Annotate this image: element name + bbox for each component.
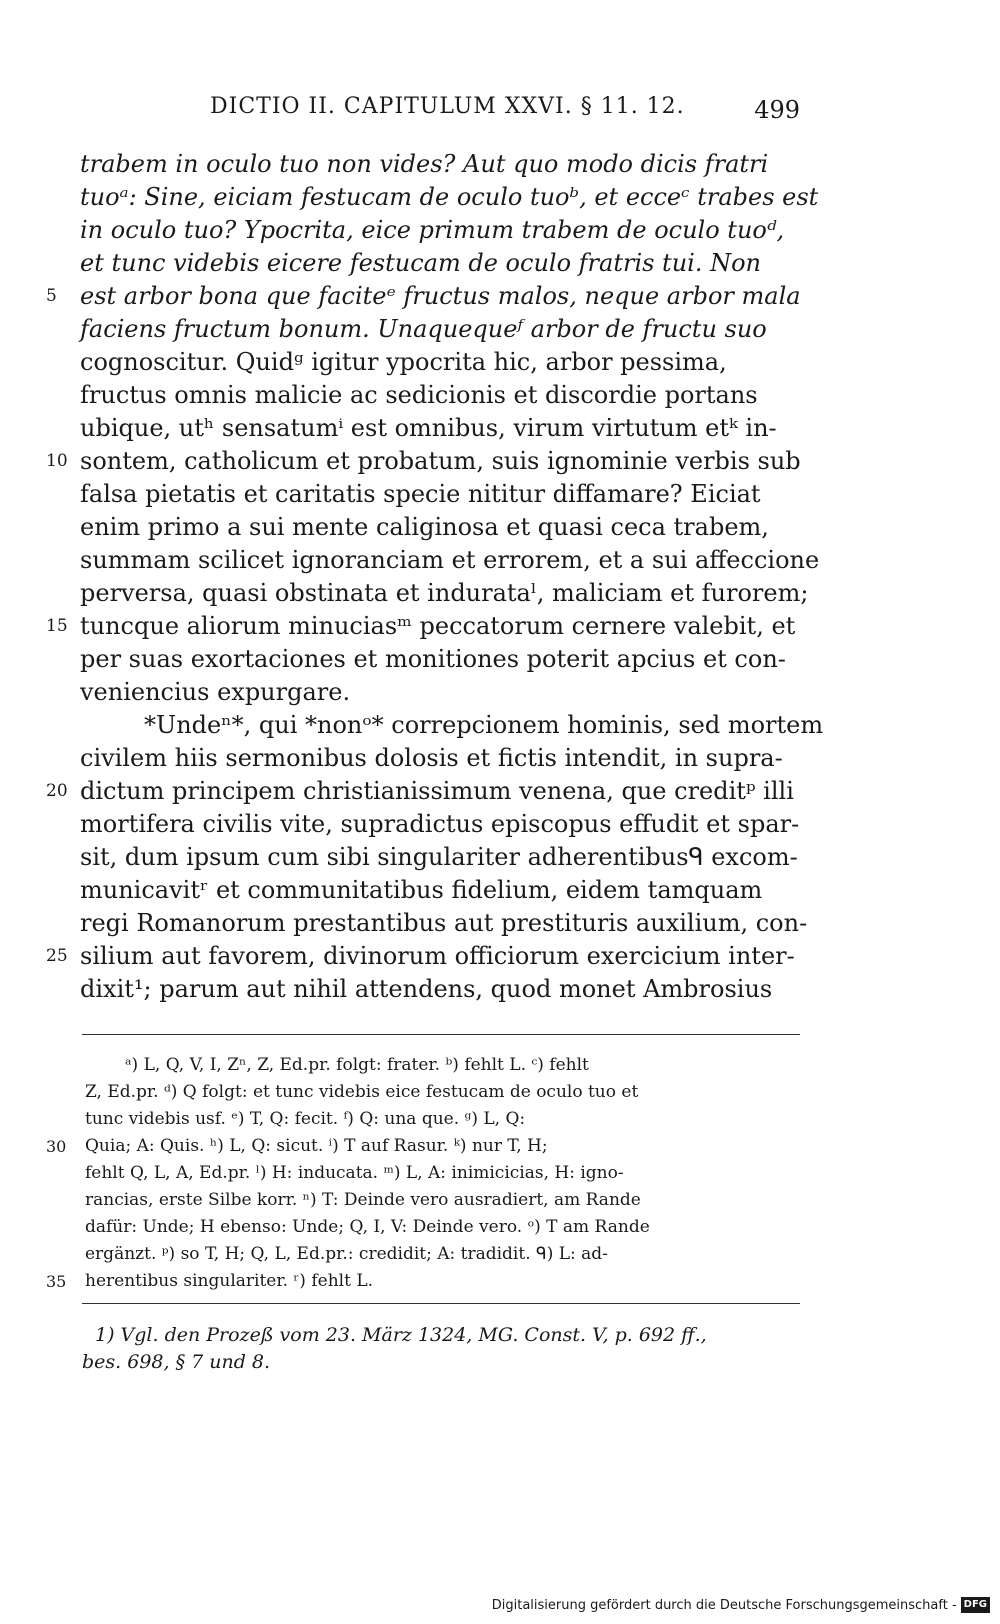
apparatus-line <box>46 1133 800 1160</box>
line-text: est arbor bona que faciteᵉ fructus malos, neque arbor mala <box>80 282 801 310</box>
apparatus-text: fehlt Q, L, A, Ed.pr. ˡ) H: inducata. ᵐ) L, A: inimicicias, H: igno- <box>85 1163 624 1183</box>
text-line <box>46 280 801 313</box>
text-line <box>46 775 800 808</box>
apparatus-text: rancias, erste Silbe korr. ⁿ) T: Deinde vero ausradiert, am Rande <box>85 1190 641 1210</box>
line-text: trabem in oculo tuo non vides? Aut quo modo dicis fratri <box>80 150 769 178</box>
apparatus-divider <box>82 1034 800 1035</box>
text-line <box>80 313 800 346</box>
footnote-divider <box>82 1303 800 1304</box>
text-line <box>46 445 801 478</box>
footnote-line <box>82 1349 800 1376</box>
footnote-line <box>95 1322 800 1349</box>
text-line <box>80 709 824 742</box>
apparatus-line <box>85 1187 800 1214</box>
dfg-logo: DFG <box>961 1597 990 1613</box>
line-text: mortifera civilis vite, supradictus episcopus effudit et spar- <box>80 810 800 838</box>
footnote <box>82 1322 800 1376</box>
footnote-text: bes. 698, § 7 und 8. <box>82 1351 271 1373</box>
line-text: dixit¹; parum aut nihil attendens, quod monet Ambrosius <box>80 975 773 1003</box>
line-text: tuncque aliorum minuciasᵐ peccatorum cernere valebit, et <box>80 612 796 640</box>
line-number: 30 <box>46 1137 67 1156</box>
text-line <box>46 940 800 973</box>
text-line <box>80 643 800 676</box>
text-line <box>80 379 800 412</box>
line-number: 10 <box>46 451 68 471</box>
line-text: regi Romanorum prestantibus aut prestituris auxilium, con- <box>80 909 808 937</box>
text-line <box>80 808 800 841</box>
text-line <box>80 676 800 709</box>
line-text: per suas exortaciones et monitiones poterit apcius et con- <box>80 645 786 673</box>
line-number: 25 <box>46 946 68 966</box>
apparatus-line <box>85 1106 800 1133</box>
line-text: falsa pietatis et caritatis specie nititur diffamare? Eiciat <box>80 480 761 508</box>
line-text: ubique, utʰ sensatumⁱ est omnibus, virum virtutum etᵏ in- <box>80 414 777 442</box>
apparatus-text: tunc videbis usf. ᵉ) T, Q: fecit. ᶠ) Q: una que. ᵍ) L, Q: <box>85 1109 526 1129</box>
footnote-text: 1) Vgl. den Prozeß vom 23. März 1324, MG. Const. V, p. 692 ff., <box>95 1324 707 1346</box>
line-text: perversa, quasi obstinata et indurataˡ, maliciam et furorem; <box>80 579 809 607</box>
line-text: sit, dum ipsum cum sibi singulariter adherentibusᑫ excom- <box>80 843 798 871</box>
page-number: 499 <box>754 96 800 124</box>
text-line <box>80 511 800 544</box>
apparatus-text: herentibus singulariter. ʳ) fehlt L. <box>85 1271 374 1291</box>
text-line <box>80 544 820 577</box>
line-text: municavitʳ et communitatibus fidelium, eidem tamquam <box>80 876 763 904</box>
apparatus-text: ᵃ) L, Q, V, I, Zⁿ, Z, Ed.pr. folgt: frater. ᵇ) fehlt L. ᶜ) fehlt <box>125 1055 589 1075</box>
text-line <box>80 577 809 610</box>
text-line <box>80 874 800 907</box>
line-text: sontem, catholicum et probatum, suis ignominie verbis sub <box>80 447 801 475</box>
line-text: enim primo a sui mente caliginosa et quasi ceca trabem, <box>80 513 769 541</box>
running-header <box>80 94 800 130</box>
line-text: veniencius expurgare. <box>80 678 351 706</box>
main-text <box>46 148 824 1006</box>
apparatus-text: ergänzt. ᵖ) so T, H; Q, L, Ed.pr.: credidit; A: tradidit. ᑫ) L: ad- <box>85 1244 608 1264</box>
text-line <box>80 214 800 247</box>
text-line <box>80 973 800 1006</box>
digitization-stamp <box>492 1594 990 1616</box>
text-line <box>80 247 800 280</box>
line-number: 20 <box>46 781 68 801</box>
apparatus-text: dafür: Unde; H ebenso: Unde; Q, I, V: Deinde vero. ᵒ) T am Rande <box>85 1217 650 1237</box>
line-text: et tunc videbis eicere festucam de oculo fratris tui. Non <box>80 249 761 277</box>
apparatus-line <box>85 1079 800 1106</box>
text-line <box>80 148 800 181</box>
text-line <box>80 181 819 214</box>
text-line <box>80 478 800 511</box>
apparatus-line <box>85 1214 800 1241</box>
line-text: *Undeⁿ*, qui *nonᵒ* correpcionem hominis, sed mortem <box>144 711 824 739</box>
apparatus-line <box>85 1241 800 1268</box>
line-text: cognoscitur. Quidᵍ igitur ypocrita hic, arbor pessima, <box>80 348 727 376</box>
line-number: 5 <box>46 286 57 306</box>
apparatus-text: Quia; A: Quis. ʰ) L, Q: sicut. ⁱ) T auf Rasur. ᵏ) nur T, H; <box>85 1136 548 1156</box>
line-text: dictum principem christianissimum venena, que creditᵖ illi <box>80 777 794 805</box>
text-line <box>80 841 800 874</box>
text-line <box>80 907 808 940</box>
text-line <box>80 346 800 379</box>
text-line <box>46 610 800 643</box>
line-text: summam scilicet ignoranciam et errorem, et a sui affeccione <box>80 546 820 574</box>
line-number: 35 <box>46 1272 67 1291</box>
line-text: in oculo tuo? Ypocrita, eice primum trabem de oculo tuoᵈ, <box>80 216 785 244</box>
line-text: tuoᵃ: Sine, eiciam festucam de oculo tuoᵇ, et ecceᶜ trabes est <box>80 183 819 211</box>
line-text: civilem hiis sermonibus dolosis et fictis intendit, in supra- <box>80 744 783 772</box>
critical-apparatus <box>46 1052 800 1295</box>
line-text: fructus omnis malicie ac sedicionis et discordie portans <box>80 381 758 409</box>
stamp-text: Digitalisierung gefördert durch die Deutsche Forschungsgemeinschaft - <box>491 1597 957 1613</box>
text-line <box>80 742 800 775</box>
apparatus-line <box>85 1160 800 1187</box>
line-text: faciens fructum bonum. Unaquequeᶠ arbor de fructu suo <box>80 315 767 343</box>
apparatus-text: Z, Ed.pr. ᵈ) Q folgt: et tunc videbis eice festucam de oculo tuo et <box>85 1082 639 1102</box>
text-line <box>80 412 800 445</box>
running-title: DICTIO II. CAPITULUM XXVI. § 11. 12. <box>210 94 685 119</box>
apparatus-line <box>85 1052 800 1079</box>
apparatus-line <box>46 1268 800 1295</box>
line-number: 15 <box>46 616 68 636</box>
line-text: silium aut favorem, divinorum officiorum exercicium inter- <box>80 942 795 970</box>
